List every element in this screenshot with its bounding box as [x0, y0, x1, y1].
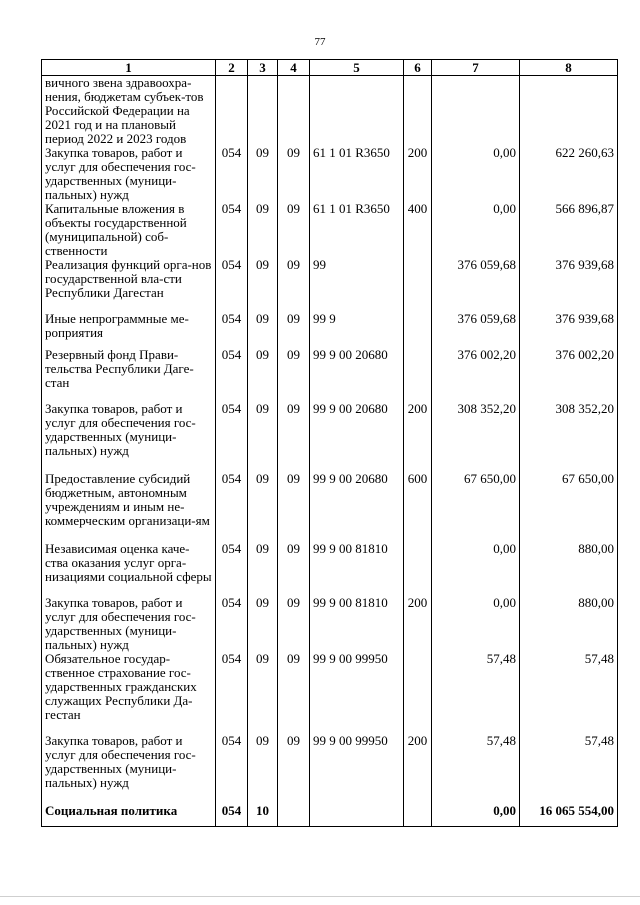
cell-target-article: 61 1 01 R3650 — [310, 146, 404, 202]
cell-amount-1: 376 002,20 — [432, 348, 520, 402]
cell-expense-type: 200 — [404, 146, 432, 202]
cell-section: 09 — [248, 402, 278, 472]
cell-subsection — [278, 804, 310, 827]
cell-ministry: 054 — [216, 312, 248, 348]
cell-ministry: 054 — [216, 472, 248, 542]
cell-amount-2: 880,00 — [520, 542, 618, 596]
cell-subsection: 09 — [278, 146, 310, 202]
cell-ministry: 054 — [216, 596, 248, 652]
table-row — [42, 348, 618, 402]
cell-amount-2: 622 260,63 — [520, 146, 618, 202]
cell-expense-type — [404, 542, 432, 596]
col-header-8: 8 — [520, 60, 618, 76]
row-name: Закупка товаров, работ и услуг для обеспечения гос-ударственных (муници-пальных) нужд — [42, 596, 216, 652]
cell-amount-2 — [520, 76, 618, 147]
table-row — [42, 652, 618, 734]
cell-amount-1: 0,00 — [432, 804, 520, 827]
cell-section: 09 — [248, 652, 278, 734]
table-row-total — [42, 804, 618, 827]
cell-amount-1: 0,00 — [432, 146, 520, 202]
cell-ministry: 054 — [216, 804, 248, 827]
cell-expense-type: 400 — [404, 202, 432, 258]
cell-amount-1: 0,00 — [432, 596, 520, 652]
cell-expense-type — [404, 312, 432, 348]
page-bottom-divider — [0, 896, 640, 897]
row-name: Закупка товаров, работ и услуг для обеспечения гос-ударственных (муници-пальных) нужд — [42, 146, 216, 202]
cell-amount-2: 880,00 — [520, 596, 618, 652]
cell-subsection: 09 — [278, 202, 310, 258]
cell-amount-2: 57,48 — [520, 734, 618, 804]
cell-expense-type — [404, 348, 432, 402]
cell-amount-1: 376 059,68 — [432, 258, 520, 312]
cell-amount-1: 57,48 — [432, 734, 520, 804]
cell-subsection: 09 — [278, 402, 310, 472]
cell-section: 09 — [248, 472, 278, 542]
cell-target-article: 99 9 00 99950 — [310, 734, 404, 804]
table-row — [42, 312, 618, 348]
cell-amount-2: 67 650,00 — [520, 472, 618, 542]
cell-amount-2: 376 939,68 — [520, 312, 618, 348]
cell-subsection: 09 — [278, 258, 310, 312]
cell-amount-1: 308 352,20 — [432, 402, 520, 472]
cell-expense-type — [404, 258, 432, 312]
row-name: Капитальные вложения в объекты государственной (муниципальной) соб-ственности — [42, 202, 216, 258]
cell-amount-2: 57,48 — [520, 652, 618, 734]
cell-section: 09 — [248, 734, 278, 804]
cell-target-article — [310, 76, 404, 147]
table-row — [42, 258, 618, 312]
cell-target-article: 99 9 00 20680 — [310, 472, 404, 542]
cell-target-article: 99 — [310, 258, 404, 312]
col-header-1: 1 — [42, 60, 216, 76]
cell-subsection: 09 — [278, 348, 310, 402]
cell-section: 09 — [248, 542, 278, 596]
cell-subsection: 09 — [278, 312, 310, 348]
row-name: Закупка товаров, работ и услуг для обеспечения гос-ударственных (муници-пальных) нужд — [42, 734, 216, 804]
cell-ministry: 054 — [216, 652, 248, 734]
cell-ministry: 054 — [216, 258, 248, 312]
cell-amount-2: 566 896,87 — [520, 202, 618, 258]
cell-amount-1: 57,48 — [432, 652, 520, 734]
cell-expense-type: 200 — [404, 596, 432, 652]
cell-section: 09 — [248, 146, 278, 202]
row-name: Иные непрограммные ме-роприятия — [42, 312, 216, 348]
cell-target-article: 99 9 00 99950 — [310, 652, 404, 734]
cell-ministry: 054 — [216, 542, 248, 596]
col-header-6: 6 — [404, 60, 432, 76]
table-row — [42, 734, 618, 804]
cell-target-article: 99 9 00 81810 — [310, 542, 404, 596]
col-header-2: 2 — [216, 60, 248, 76]
cell-amount-2: 376 939,68 — [520, 258, 618, 312]
cell-section: 09 — [248, 596, 278, 652]
table-row — [42, 596, 618, 652]
cell-target-article: 99 9 00 20680 — [310, 348, 404, 402]
cell-section: 09 — [248, 312, 278, 348]
cell-amount-1 — [432, 76, 520, 147]
row-name: Обязательное государ-ственное страхование гос-ударственных гражданских служащих Республики Да-гестан — [42, 652, 216, 734]
cell-amount-1: 376 059,68 — [432, 312, 520, 348]
row-name: вичного звена здравоохра-нения, бюджетам субъек-тов Российской Федерации на 2021 год и на плановый период 2022 и 2023 годов — [42, 76, 216, 147]
cell-subsection — [278, 76, 310, 147]
cell-expense-type: 600 — [404, 472, 432, 542]
row-name: Резервный фонд Прави-тельства Республики Даге-стан — [42, 348, 216, 402]
row-name: Социальная политика — [42, 804, 216, 827]
table-row — [42, 146, 618, 202]
table-row — [42, 542, 618, 596]
cell-target-article — [310, 804, 404, 827]
cell-target-article: 61 1 01 R3650 — [310, 202, 404, 258]
cell-amount-1: 0,00 — [432, 542, 520, 596]
col-header-5: 5 — [310, 60, 404, 76]
cell-target-article: 99 9 — [310, 312, 404, 348]
cell-ministry: 054 — [216, 146, 248, 202]
cell-section: 09 — [248, 348, 278, 402]
cell-expense-type: 200 — [404, 402, 432, 472]
col-header-3: 3 — [248, 60, 278, 76]
cell-section: 09 — [248, 258, 278, 312]
cell-subsection: 09 — [278, 596, 310, 652]
cell-amount-2: 16 065 554,00 — [520, 804, 618, 827]
budget-table — [41, 59, 618, 827]
cell-subsection: 09 — [278, 652, 310, 734]
cell-subsection: 09 — [278, 734, 310, 804]
cell-ministry: 054 — [216, 348, 248, 402]
cell-ministry: 054 — [216, 402, 248, 472]
cell-amount-1: 67 650,00 — [432, 472, 520, 542]
cell-expense-type — [404, 652, 432, 734]
row-name: Предоставление субсидий бюджетным, автономным учреждениям и иным не-коммерческим организаци-ям — [42, 472, 216, 542]
cell-target-article: 99 9 00 20680 — [310, 402, 404, 472]
cell-section: 10 — [248, 804, 278, 827]
table-row — [42, 76, 618, 147]
cell-section: 09 — [248, 202, 278, 258]
cell-ministry — [216, 76, 248, 147]
row-name: Независимая оценка каче-ства оказания услуг орга-низациями социальной сферы — [42, 542, 216, 596]
cell-subsection: 09 — [278, 472, 310, 542]
header-row — [42, 60, 618, 76]
col-header-4: 4 — [278, 60, 310, 76]
row-name: Реализация функций орга-нов государственной вла-сти Республики Дагестан — [42, 258, 216, 312]
cell-expense-type: 200 — [404, 734, 432, 804]
row-name: Закупка товаров, работ и услуг для обеспечения гос-ударственных (муници-пальных) нужд — [42, 402, 216, 472]
col-header-7: 7 — [432, 60, 520, 76]
cell-subsection: 09 — [278, 542, 310, 596]
cell-amount-2: 308 352,20 — [520, 402, 618, 472]
cell-ministry: 054 — [216, 734, 248, 804]
cell-ministry: 054 — [216, 202, 248, 258]
table-row — [42, 202, 618, 258]
table-row — [42, 472, 618, 542]
table-row — [42, 402, 618, 472]
cell-amount-2: 376 002,20 — [520, 348, 618, 402]
cell-expense-type — [404, 804, 432, 827]
page-number: 77 — [314, 36, 326, 48]
cell-section — [248, 76, 278, 147]
cell-target-article: 99 9 00 81810 — [310, 596, 404, 652]
cell-amount-1: 0,00 — [432, 202, 520, 258]
cell-expense-type — [404, 76, 432, 147]
